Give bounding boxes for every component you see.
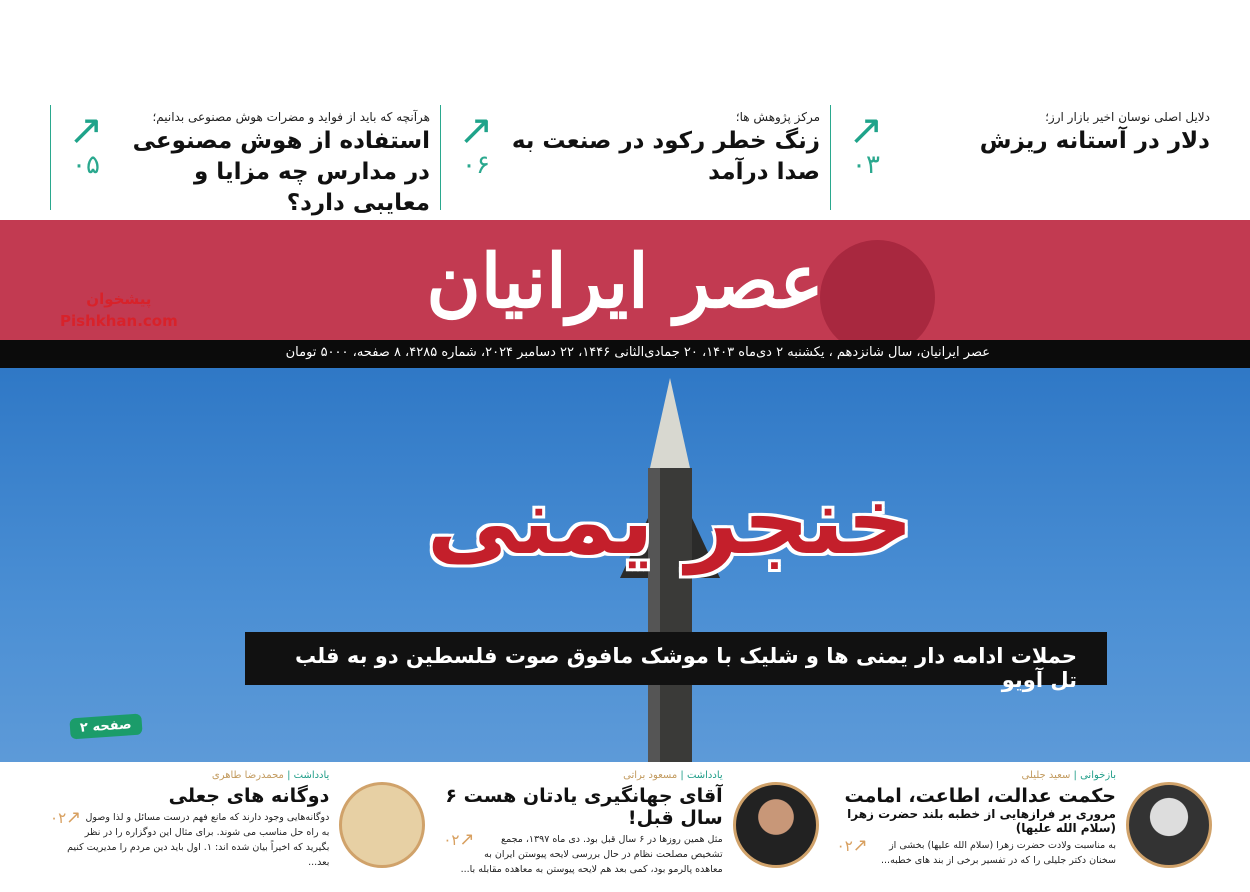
- issue-info-strip: [0, 340, 1250, 368]
- teaser-page: ۰۵: [72, 150, 100, 180]
- author-name: سعید جلیلی: [1021, 770, 1071, 781]
- article-illustration: [339, 782, 425, 868]
- cover-title: خنجر یمنی: [426, 468, 914, 575]
- bottom-articles: [40, 770, 1220, 892]
- logo-circle: [820, 240, 935, 355]
- article-body: دوگانه‌هایی وجود دارند که مانع فهم درست مسائل و لذا وصول به راه حل مناسب می شوند. برای مثال این دوگزاره را در نظر بگیرید که اخیراً بیان شده اند: ۱. اول باید دین مردم را مدیریت کنیم بعد...: [67, 812, 330, 868]
- article-headline: دوگانه های جعلی: [168, 785, 330, 807]
- teaser-kicker: هرآنچه که باید از فواید و مضرات هوش مصنوعی بدانیم؛: [152, 110, 430, 124]
- watermark-fa: پیشخوان: [86, 290, 152, 308]
- author-photo: [733, 782, 819, 868]
- arrow-icon: ↗: [848, 105, 884, 154]
- arrow-icon: ↗۰۲: [50, 807, 82, 828]
- teaser-kicker: مرکز پژوهش ها؛: [735, 110, 820, 124]
- teaser-headline: استفاده از هوش مصنوعی در مدارس چه مزایا و معایبی دارد؟: [132, 128, 430, 216]
- teaser-kicker: دلایل اصلی نوسان اخیر بازار ارز؛: [1045, 110, 1210, 124]
- author-photo: [1126, 782, 1212, 868]
- article-page: ۰۲: [836, 837, 853, 855]
- teaser-headline: دلار در آستانه ریزش: [979, 128, 1210, 154]
- article-page: ۰۲: [50, 809, 67, 827]
- watermark-en: Pishkhan.com: [60, 312, 178, 330]
- teasers: [50, 105, 1220, 216]
- teaser[interactable]: [440, 105, 830, 210]
- masthead-banner: [0, 220, 1250, 340]
- arrow-icon: ↗۰۲: [443, 829, 475, 850]
- article-headline: آقای جهانگیری یادتان هست ۶ سال قبل!: [445, 785, 723, 829]
- section-label: یادداشت: [293, 770, 330, 781]
- arrow-icon: ↗: [458, 105, 494, 154]
- cover-caption: حملات ادامه دار یمنی ها و شلیک با موشک مافوق صوت فلسطین دو به قلب تل آویو: [245, 632, 1107, 685]
- logo-text: عصر ایرانیان: [426, 239, 824, 325]
- watermark: [60, 288, 178, 332]
- article[interactable]: یادداشت | محمدرضا طاهری دوگانه های جعلی ↗۰۲ دوگانه‌هایی وجود دارند که مانع فهم درست مسائل و لذا وصول به راه حل مناسب می شوند. برای مثال این دوگزاره را در نظر بگیرید که اخیراً بیان شده اند: ۱. اول باید دین مردم را مدیریت کنیم بعد...: [40, 770, 433, 892]
- page-tag[interactable]: صفحه ۲: [69, 714, 142, 740]
- teaser-headline: زنگ خطر رکود در صنعت به صدا درآمد: [511, 128, 820, 185]
- article-body: مثل همین روزها در ۶ سال قبل بود. دی ماه ۱۳۹۷، مجمع تشخیص مصلحت نظام در حال بررسی لایحه پیوستن ایران به معاهده پالرمو بود، کمی بعد هم لایحه پیوستن به معاهده مقابله با...: [460, 834, 723, 875]
- author-name: مسعود براتی: [623, 770, 678, 781]
- article-body: به مناسبت ولادت حضرت زهرا (سلام الله علیها) بخشی از سخنان دکتر جلیلی را که در تفسیر برخی از بند های خطبه...: [881, 840, 1116, 866]
- article-headline: حکمت عدالت، اطاعت، امامت: [844, 785, 1116, 807]
- teaser[interactable]: [830, 105, 1220, 210]
- cover-photo: [0, 368, 1250, 762]
- newspaper-logo: [315, 232, 935, 332]
- author-name: محمدرضا طاهری: [211, 770, 284, 781]
- article[interactable]: بازخوانی | سعید جلیلی حکمت عدالت، اطاعت، امامت مروری بر فرازهایی از خطبه بلند حضرت زهرا (سلام الله علیها) ↗۰۲ به مناسبت ولادت حضرت زهرا (سلام الله علیها) بخشی از سخنان دکتر جلیلی را که در تفسیر برخی از بند های خطبه...: [827, 770, 1220, 892]
- section-label: بازخوانی: [1080, 770, 1116, 781]
- article-page: ۰۲: [443, 831, 460, 849]
- teaser-page: ۰۳: [852, 150, 880, 180]
- article[interactable]: یادداشت | مسعود براتی آقای جهانگیری یادتان هست ۶ سال قبل! ↗۰۲ مثل همین روزها در ۶ سال قبل بود. دی ماه ۱۳۹۷، مجمع تشخیص مصلحت نظام در حال بررسی لایحه پیوستن ایران به معاهده پالرمو بود، کمی بعد هم لایحه پیوستن به معاهده مقابله با...: [433, 770, 826, 892]
- arrow-icon: ↗۰۲: [836, 835, 868, 856]
- article-subhead: مروری بر فرازهایی از خطبه بلند حضرت زهرا (سلام الله علیها): [847, 807, 1116, 835]
- teaser-page: ۰۶: [462, 150, 490, 180]
- issue-info: عصر ایرانیان، سال شانزدهم ، یکشنبه ۲ دی‌ماه ۱۴۰۳، ۲۰ جمادی‌الثانی ۱۴۴۶، ۲۲ دسامبر ۲۰۲۴، شماره ۴۲۸۵، ۸ صفحه، ۵۰۰۰ تومان: [285, 345, 990, 360]
- teaser[interactable]: [50, 105, 440, 216]
- arrow-icon: ↗: [68, 105, 104, 154]
- section-label: یادداشت: [686, 770, 723, 781]
